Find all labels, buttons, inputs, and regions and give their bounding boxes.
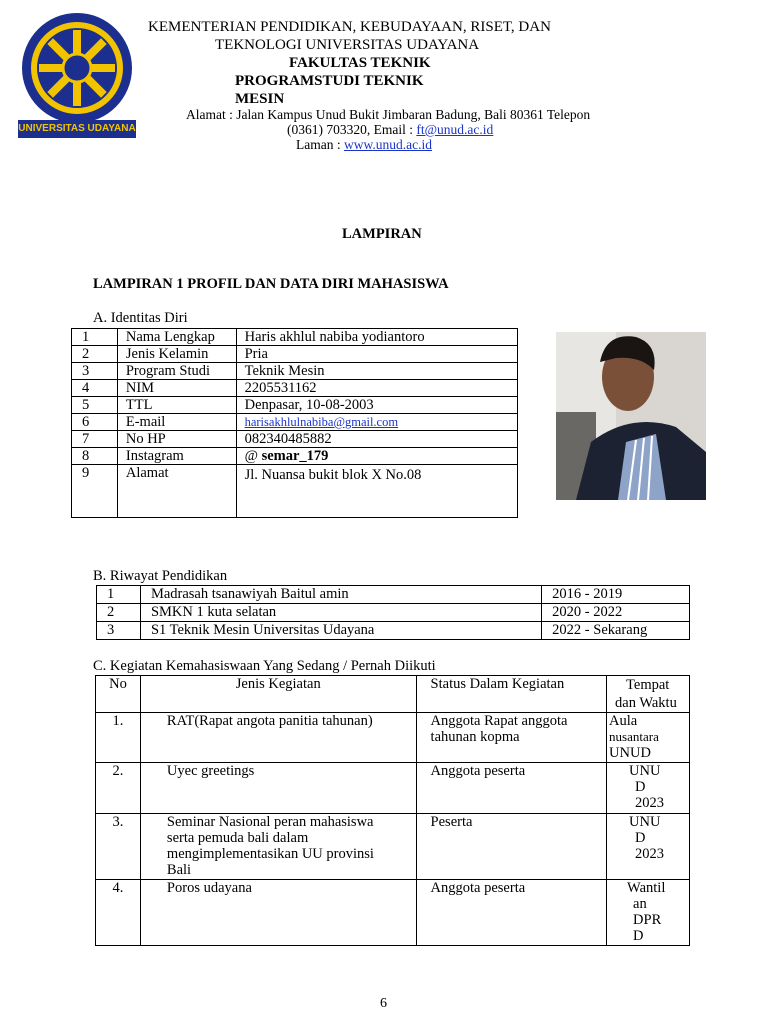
table-row: [96, 880, 690, 946]
student-photo: [556, 332, 706, 500]
field-value: 082340485882: [236, 431, 517, 448]
instagram-handle: semar_179: [261, 448, 329, 464]
table-row: [72, 465, 518, 518]
row-number: 4: [72, 380, 118, 397]
activity-place: [607, 763, 690, 814]
row-number: 2.: [96, 763, 141, 814]
activity-status: Anggota peserta: [416, 763, 607, 814]
faculty-name: FAKULTAS TEKNIK: [289, 55, 431, 71]
identity-table: [71, 328, 518, 518]
education-table: [96, 585, 690, 640]
place-line: 2023: [635, 846, 665, 862]
activity-place: [607, 713, 690, 763]
program-name-2: MESIN: [235, 91, 285, 107]
address-line: Alamat : Jalan Kampus Unud Bukit Jimbaran Badung, Bali 80361 Telepon: [186, 107, 591, 122]
table-row: [72, 380, 518, 397]
row-number: 6: [72, 414, 118, 431]
row-number: 1: [97, 586, 141, 604]
email-link[interactable]: ft@unud.ac.id: [416, 122, 494, 137]
website-link[interactable]: www.unud.ac.id: [343, 137, 432, 152]
contact-line: [287, 122, 493, 138]
place-line: 2023: [635, 795, 665, 811]
website-line: [296, 137, 432, 153]
activity-place: [607, 880, 690, 946]
school-years: 2020 - 2022: [542, 604, 690, 622]
table-row: [96, 713, 690, 763]
table-row: [96, 814, 690, 880]
header-place: [607, 676, 690, 713]
header-place-line-2: dan Waktu: [615, 695, 677, 711]
field-label: Jenis Kelamin: [117, 346, 236, 363]
table-header-row: [96, 676, 690, 713]
row-number: 3: [72, 363, 118, 380]
place-line: Wantil: [627, 880, 666, 896]
table-row: [97, 586, 690, 604]
row-number: 3: [97, 622, 141, 640]
activity-name: Seminar Nasional peran mahasiswa serta pemuda bali dalam mengimplementasikan UU provinsi Bali: [140, 814, 416, 880]
field-label: Alamat: [117, 465, 236, 518]
activity-name: RAT(Rapat angota panitia tahunan): [140, 713, 416, 763]
table-row: [72, 431, 518, 448]
table-row: [72, 363, 518, 380]
activity-status: Peserta: [416, 814, 607, 880]
field-value: 2205531162: [236, 380, 517, 397]
school-name: S1 Teknik Mesin Universitas Udayana: [140, 622, 541, 640]
school-name: SMKN 1 kuta selatan: [140, 604, 541, 622]
row-number: 4.: [96, 880, 141, 946]
field-value: Jl. Nuansa bukit blok X No.08: [236, 465, 517, 518]
row-number: 8: [72, 448, 118, 465]
field-value: Pria: [236, 346, 517, 363]
place-line: UNU: [629, 763, 661, 779]
page-subtitle: LAMPIRAN 1 PROFIL DAN DATA DIRI MAHASISWA: [93, 276, 449, 292]
header-activity: Jenis Kegiatan: [140, 676, 416, 713]
place-line: Aula: [609, 713, 638, 729]
school-years: 2016 - 2019: [542, 586, 690, 604]
place-line: D: [635, 830, 646, 846]
section-a-heading: A. Identitas Diri: [93, 310, 188, 326]
table-row: [72, 448, 518, 465]
place-line: an: [633, 896, 647, 912]
university-logo: [18, 12, 136, 140]
field-value: Denpasar, 10-08-2003: [236, 397, 517, 414]
ministry-line-2: TEKNOLOGI UNIVERSITAS UDAYANA: [215, 37, 480, 53]
activity-name: Uyec greetings: [140, 763, 416, 814]
field-label: Nama Lengkap: [117, 329, 236, 346]
field-label: Program Studi: [117, 363, 236, 380]
row-number: 5: [72, 397, 118, 414]
place-line: D: [633, 928, 644, 944]
row-number: 1.: [96, 713, 141, 763]
row-number: 9: [72, 465, 118, 518]
activity-name: Poros udayana: [140, 880, 416, 946]
place-line: nusantara: [609, 729, 659, 744]
table-row: [72, 346, 518, 363]
school-name: Madrasah tsanawiyah Baitul amin: [140, 586, 541, 604]
activity-status: Anggota Rapat anggota tahunan kopma: [416, 713, 607, 763]
row-number: 3.: [96, 814, 141, 880]
table-row: [72, 414, 518, 431]
ministry-line-1: KEMENTERIAN PENDIDIKAN, KEBUDAYAAN, RISET, DAN: [148, 19, 551, 35]
activity-place: [607, 814, 690, 880]
page-number: 6: [380, 996, 387, 1011]
activities-table: [95, 675, 690, 946]
table-row: [72, 397, 518, 414]
row-number: 1: [72, 329, 118, 346]
field-label: TTL: [117, 397, 236, 414]
program-name-1: PROGRAMSTUDI TEKNIK: [235, 73, 424, 89]
table-row: [97, 622, 690, 640]
table-row: [72, 329, 518, 346]
school-years: 2022 - Sekarang: [542, 622, 690, 640]
table-row: [96, 763, 690, 814]
row-number: 7: [72, 431, 118, 448]
header-status: Status Dalam Kegiatan: [416, 676, 607, 713]
field-label: E-mail: [117, 414, 236, 431]
row-number: 2: [72, 346, 118, 363]
row-number: 2: [97, 604, 141, 622]
place-line: DPR: [633, 912, 662, 928]
field-value: Teknik Mesin: [236, 363, 517, 380]
place-line: UNUD: [609, 745, 651, 761]
header-place-line-1: Tempat: [626, 677, 670, 693]
place-line: D: [635, 779, 646, 795]
table-row: [97, 604, 690, 622]
field-label: NIM: [117, 380, 236, 397]
instagram-prefix: @: [244, 448, 262, 464]
header-no: No: [96, 676, 141, 713]
activity-status: Anggota peserta: [416, 880, 607, 946]
field-label: No HP: [117, 431, 236, 448]
website-prefix: Laman :: [296, 137, 344, 152]
place-line: UNU: [629, 814, 661, 830]
page-title: LAMPIRAN: [342, 226, 422, 242]
section-c-heading: C. Kegiatan Kemahasiswaan Yang Sedang / Pernah Diikuti: [93, 658, 436, 674]
email-value-link[interactable]: harisakhlulnabiba@gmail.com: [244, 415, 399, 429]
field-label: Instagram: [117, 448, 236, 465]
contact-prefix: (0361) 703320, Email :: [287, 122, 417, 137]
field-value: Haris akhlul nabiba yodiantoro: [236, 329, 517, 346]
section-b-heading: B. Riwayat Pendidikan: [93, 568, 228, 584]
logo-caption: UNIVERSITAS UDAYANA: [18, 123, 136, 134]
